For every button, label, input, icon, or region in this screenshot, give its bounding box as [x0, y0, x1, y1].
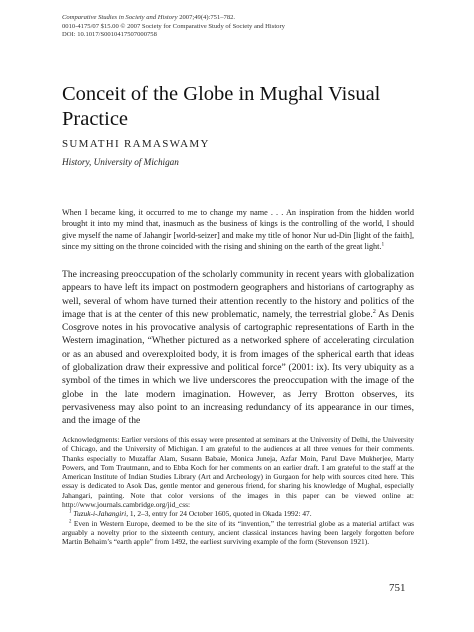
body-part-1: The increasing preoccupation of the scholarly community in recent years with globalization appears to have left its impact on postmodern geographers and historians of cartography as well, several of whom have turned their attention recently to the history and politics of the image that is at the center of this new problematic, namely, the terrestrial globe. [62, 269, 414, 320]
body-note-ref[interactable]: 2 [372, 307, 376, 315]
footnote-2-text: Even in Western Europe, deemed to be the site of its “invention,” the terrestrial globe as a material artifact was arguably a novelty prior to the sixteenth century, ancient classical instances having been largely forgotten before Martin Behaim’s “earth apple” from 1492, the earliest surviving example of the form (Stevenson 1921). [62, 518, 414, 547]
epigraph [62, 207, 414, 253]
body-paragraph [62, 268, 414, 428]
journal-name: Comparative Studies in Society and History [62, 14, 178, 21]
footnote-2 [62, 519, 414, 547]
author-affiliation: History, University of Michigan [62, 157, 179, 167]
footnote-1-text: , 1, 2–3, entry for 24 October 1605, quoted in Okada 1992: 47. [126, 509, 312, 519]
doi-line: DOI: 10.1017/S0010417507000758 [62, 31, 157, 39]
author-name: SUMATHI RAMASWAMY [62, 138, 210, 150]
epigraph-text: When I became king, it occurred to me to change my name . . . An inspiration from the hidden world brought it into my mind that, inasmuch as the business of kings is the controlling of the world, I should give myself the name of Jahangir [world-seizer] and make my title of honor Nur ud-Din [light of the faith], since my sitting on the throne coincided with the rising and shining on the earth of the great light. [62, 208, 414, 252]
footnote-2-number: 2 [69, 519, 72, 525]
footnote-1 [62, 509, 414, 518]
footnotes [62, 435, 414, 547]
body-part-2: As Denis Cosgrove notes in his provocative analysis of cartographic representations of Earth in the Western imagination, “Whether pictured as a networked sphere of accelerating circulation or as an abused and overexploited body, it is from images of the spherical earth that ideas of globalization draw their expressive and political force” (2001: ix). Its very ubiquity as a symbol of the times in which we live underscores the preoccupation with the image of the globe in the late modern imagination. However, as Jerry Brotton observes, its pervasiveness may also point to an increasing redundancy of its appearance in our times, and the image of the [62, 308, 414, 427]
footnote-1-number: 1 [69, 509, 72, 515]
footnote-1-title: Tuzuk-i-Jahangiri [73, 509, 127, 519]
journal-citation-line [62, 14, 422, 23]
journal-volume: 2007;49(4):751–782. [177, 14, 236, 21]
page-number: 751 [389, 582, 406, 594]
body-text [62, 268, 414, 428]
acknowledgments-note: Acknowledgments: Earlier versions of this essay were presented at seminars at the University of Delhi, the University of Chicago, and the University of Michigan. I am grateful to the audiences at all three venues for their comments. Thanks especially to Muzaffar Alam, Susann Babaie, Monica Juneja, Azfar Moin, Parul Dave Mukherjee, Marty Powers, and Tom Trautmann, and to Ebba Koch for her comments on an earlier draft. I am grateful to the staff at the American Institute of Indian Studies Library (Art and Archeology) in Gurgaon for help with sources cited here. This essay is dedicated to Asok Das, gentle mentor and generous friend, for sharing his knowledge of Mughal, especially Jahangari, painting. Note that color versions of the images in this paper can be viewed online at: http://www.journals.cambridge.org/jid_css: [62, 435, 414, 510]
journal-header [62, 14, 422, 40]
epigraph-note-ref[interactable]: 1 [381, 241, 385, 248]
issn-copyright-line: 0010-4175/07 $15.00 © 2007 Society for Comparative Study of Society and History [62, 22, 285, 30]
article-title: Conceit of the Globe in Mughal Visual Practice [62, 83, 381, 130]
